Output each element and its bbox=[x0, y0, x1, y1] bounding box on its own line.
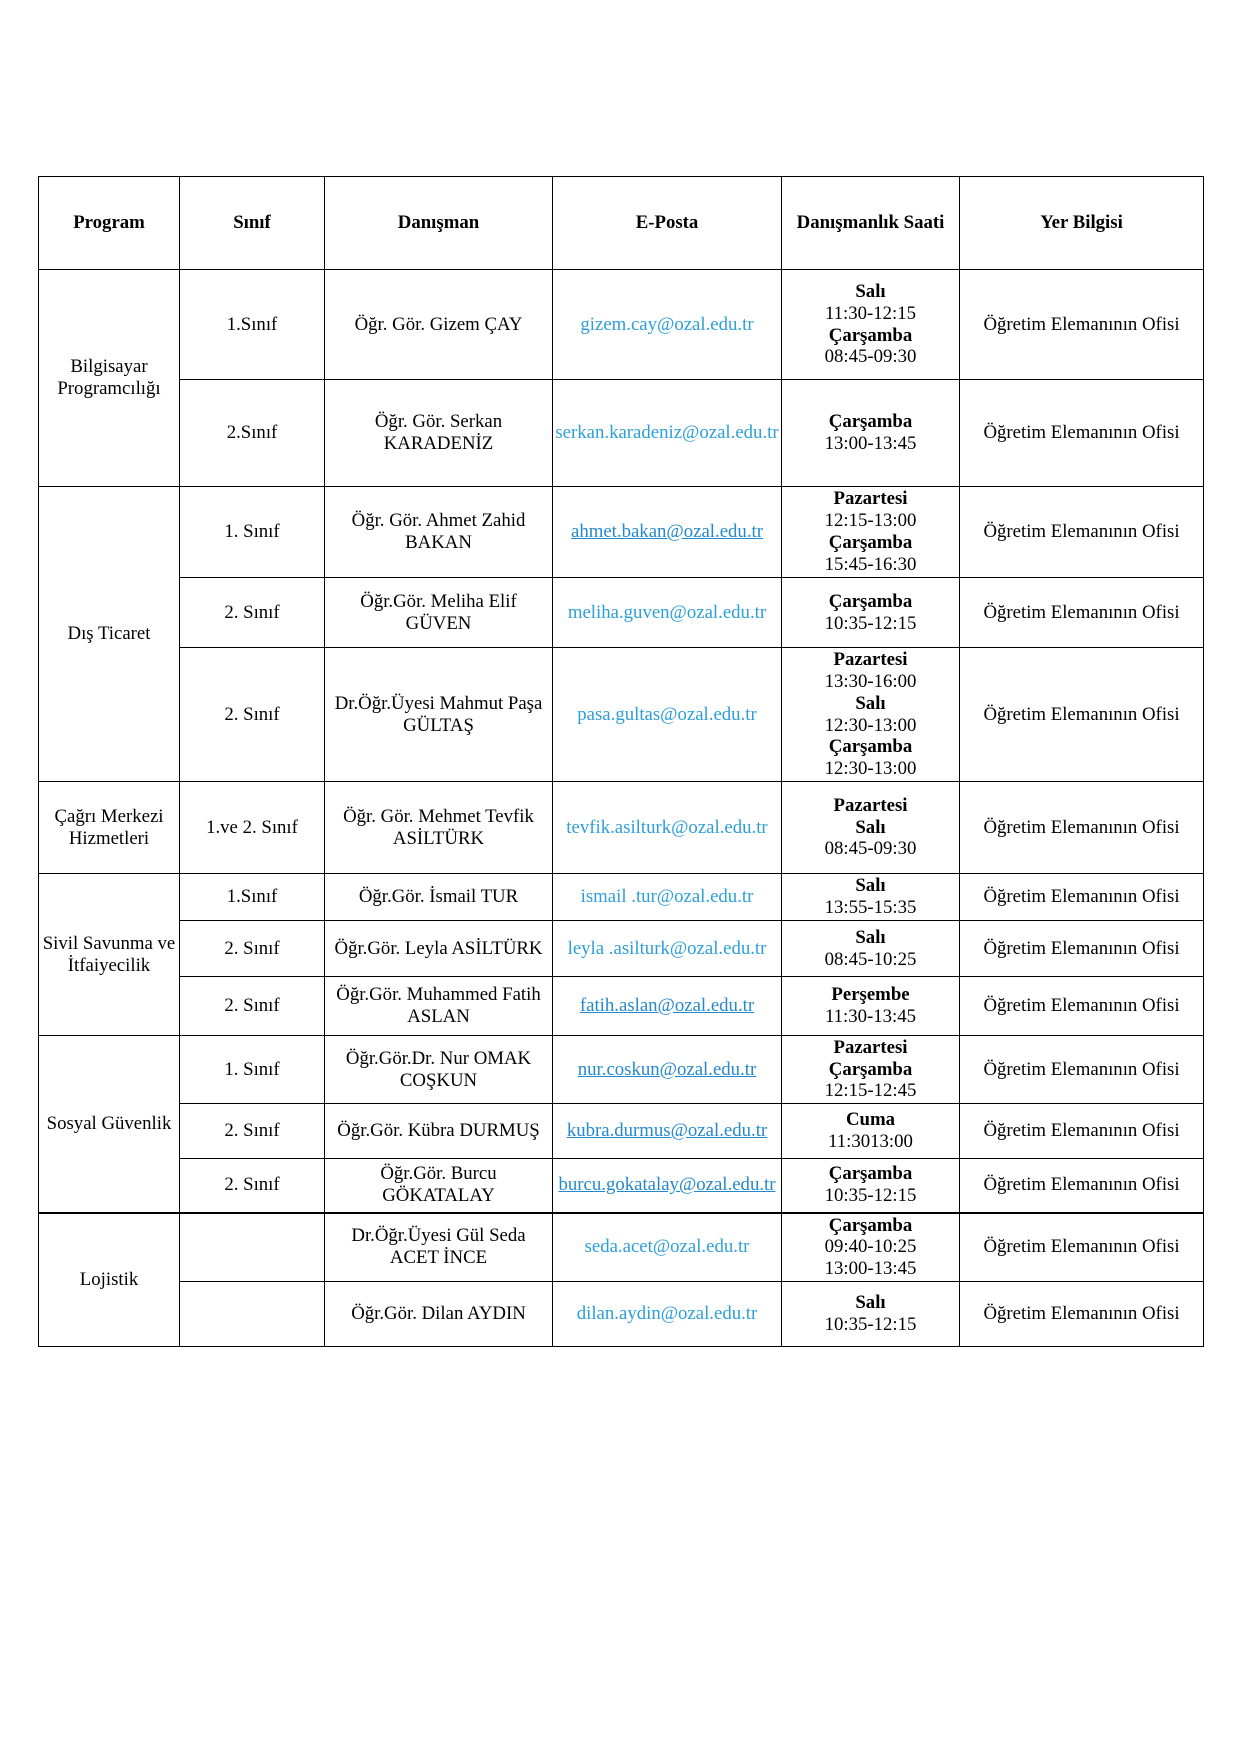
location-text: Öğretim Elemanının Ofisi bbox=[983, 601, 1180, 623]
email-cell bbox=[553, 380, 782, 487]
header-location: Yer Bilgisi bbox=[960, 177, 1204, 270]
email-cell bbox=[553, 1104, 782, 1159]
advisor-name-line: Öğr.Gör. Leyla ASİLTÜRK bbox=[334, 937, 543, 959]
table-row bbox=[39, 648, 1204, 782]
office-hours-day: Çarşamba bbox=[828, 411, 913, 433]
email-link[interactable]: fatih.aslan@ozal.edu.tr bbox=[579, 995, 755, 1017]
office-hours-cell bbox=[782, 1213, 960, 1282]
program-name-line: Programcılığı bbox=[57, 378, 161, 399]
class-label: 1. Sınıf bbox=[224, 521, 280, 543]
office-hours-day: Perşembe bbox=[831, 984, 910, 1006]
office-hours-time: 11:30-12:15 bbox=[824, 302, 917, 324]
office-hours-time: 13:55-15:35 bbox=[824, 897, 917, 918]
table-row bbox=[39, 1159, 1204, 1213]
email-link[interactable]: nur.coskun@ozal.edu.tr bbox=[577, 1058, 757, 1080]
class-cell bbox=[180, 874, 325, 921]
header-email: E-Posta bbox=[553, 177, 782, 270]
office-hours-time: 10:35-12:15 bbox=[824, 1185, 917, 1207]
location-cell bbox=[960, 1159, 1204, 1213]
advisor-name-line: Dr.Öğr.Üyesi Gül Seda bbox=[351, 1225, 526, 1247]
office-hours-day: Pazartesi bbox=[833, 649, 908, 671]
email-link[interactable]: gizem.cay@ozal.edu.tr bbox=[580, 313, 754, 335]
location-text: Öğretim Elemanının Ofisi bbox=[983, 937, 1180, 959]
email-cell bbox=[553, 977, 782, 1036]
office-hours-time: 12:15-13:00 bbox=[824, 510, 917, 532]
office-hours-cell bbox=[782, 380, 960, 487]
location-cell bbox=[960, 380, 1204, 487]
location-text: Öğretim Elemanının Ofisi bbox=[983, 1174, 1180, 1196]
program-name-line: İtfaiyecilik bbox=[67, 954, 151, 976]
advisor-name-line: Öğr. Gör. Ahmet Zahid bbox=[351, 510, 526, 532]
advisor-cell bbox=[325, 1104, 553, 1159]
advisor-name-line: Dr.Öğr.Üyesi Mahmut Paşa bbox=[334, 692, 543, 714]
table-row bbox=[39, 921, 1204, 977]
office-hours-cell bbox=[782, 1104, 960, 1159]
header-class: Sınıf bbox=[180, 177, 325, 270]
header-program: Program bbox=[39, 177, 180, 270]
class-cell bbox=[180, 380, 325, 487]
advisor-cell bbox=[325, 782, 553, 874]
office-hours-day: Çarşamba bbox=[828, 532, 913, 553]
office-hours-time: 12:30-13:00 bbox=[824, 758, 917, 780]
advisor-name-line: Öğr.Gör. Kübra DURMUŞ bbox=[337, 1120, 540, 1142]
program-name-line: Çağrı Merkezi bbox=[54, 805, 164, 827]
program-cell bbox=[39, 270, 180, 487]
program-cell bbox=[39, 874, 180, 1036]
class-cell bbox=[180, 1104, 325, 1159]
advisor-cell bbox=[325, 578, 553, 648]
advisor-name-line: GÖKATALAY bbox=[382, 1185, 495, 1207]
program-name-line: Dış Ticaret bbox=[67, 623, 151, 645]
office-hours-time: 12:30-13:00 bbox=[824, 714, 917, 736]
office-hours-day: Salı bbox=[855, 816, 886, 838]
email-cell bbox=[553, 1213, 782, 1282]
email-link[interactable]: ismail .tur@ozal.edu.tr bbox=[580, 886, 754, 908]
office-hours-time: 13:30-16:00 bbox=[824, 670, 917, 692]
advisor-name-line: Öğr.Gör. İsmail TUR bbox=[358, 886, 519, 908]
class-label: 1.Sınıf bbox=[226, 886, 278, 908]
office-hours-time: 15:45-16:30 bbox=[824, 553, 917, 575]
advisor-name-line: Öğr. Gör. Mehmet Tevfik bbox=[343, 805, 534, 827]
office-hours-day: Çarşamba bbox=[828, 324, 913, 346]
class-cell bbox=[180, 1213, 325, 1282]
program-name-line: Bilgisayar bbox=[70, 356, 148, 378]
location-cell bbox=[960, 270, 1204, 380]
office-hours-cell bbox=[782, 487, 960, 578]
location-cell bbox=[960, 874, 1204, 921]
office-hours-time: 08:45-10:25 bbox=[824, 948, 917, 970]
office-hours-cell bbox=[782, 874, 960, 921]
class-cell bbox=[180, 782, 325, 874]
office-hours-day: Salı bbox=[855, 1292, 886, 1314]
email-cell bbox=[553, 578, 782, 648]
office-hours-cell bbox=[782, 578, 960, 648]
header-office-hours: Danışmanlık Saati bbox=[782, 177, 960, 270]
location-cell bbox=[960, 1282, 1204, 1347]
program-cell bbox=[39, 487, 180, 782]
table-row bbox=[39, 1104, 1204, 1159]
advisor-name-line: COŞKUN bbox=[399, 1069, 478, 1091]
email-cell bbox=[553, 270, 782, 380]
office-hours-time: 13:00-13:45 bbox=[824, 433, 917, 454]
location-text: Öğretim Elemanının Ofisi bbox=[983, 1236, 1180, 1258]
email-link[interactable]: burcu.gokatalay@ozal.edu.tr bbox=[558, 1174, 776, 1196]
location-text: Öğretim Elemanının Ofisi bbox=[983, 521, 1180, 543]
advisor-name-line: ASİLTÜRK bbox=[392, 827, 485, 849]
office-hours-time: 08:45-09:30 bbox=[824, 838, 917, 860]
email-link[interactable]: pasa.gultas@ozal.edu.tr bbox=[577, 703, 757, 725]
office-hours-cell bbox=[782, 977, 960, 1036]
advisor-cell bbox=[325, 874, 553, 921]
location-cell bbox=[960, 782, 1204, 874]
advisor-cell bbox=[325, 270, 553, 380]
program-name-line: Hizmetleri bbox=[68, 827, 150, 849]
advisor-name-line: GÜLTAŞ bbox=[403, 714, 474, 736]
program-name-line: Lojistik bbox=[79, 1268, 139, 1290]
office-hours-day: Çarşamba bbox=[828, 1214, 913, 1236]
location-cell bbox=[960, 1213, 1204, 1282]
class-label: 1.ve 2. Sınıf bbox=[206, 816, 298, 838]
class-cell bbox=[180, 487, 325, 578]
email-link[interactable]: meliha.guven@ozal.edu.tr bbox=[567, 601, 767, 623]
advisor-name-line: KARADENİZ bbox=[383, 433, 494, 454]
location-text: Öğretim Elemanının Ofisi bbox=[983, 422, 1180, 444]
location-text: Öğretim Elemanının Ofisi bbox=[983, 1058, 1180, 1080]
class-label: 2. Sınıf bbox=[224, 995, 280, 1017]
table-row bbox=[39, 1213, 1204, 1282]
advisor-name-line: ASLAN bbox=[407, 1006, 470, 1027]
email-cell bbox=[553, 487, 782, 578]
email-link[interactable]: serkan.karadeniz@ozal.edu.tr bbox=[555, 422, 779, 444]
office-hours-time: 13:00-13:45 bbox=[824, 1258, 917, 1280]
class-cell bbox=[180, 1159, 325, 1213]
advisor-cell bbox=[325, 1036, 553, 1104]
advisor-name-line: BAKAN bbox=[405, 532, 472, 553]
office-hours-day: Salı bbox=[855, 692, 886, 714]
email-cell bbox=[553, 921, 782, 977]
office-hours-day: Çarşamba bbox=[828, 1163, 913, 1185]
class-label: 2. Sınıf bbox=[224, 703, 280, 725]
email-cell bbox=[553, 1159, 782, 1213]
office-hours-day: Çarşamba bbox=[828, 1058, 913, 1080]
table-row bbox=[39, 782, 1204, 874]
office-hours-time: 09:40-10:25 bbox=[824, 1236, 917, 1258]
location-cell bbox=[960, 977, 1204, 1036]
class-label: 2. Sınıf bbox=[224, 937, 280, 959]
location-text: Öğretim Elemanının Ofisi bbox=[983, 703, 1180, 725]
table-row bbox=[39, 874, 1204, 921]
office-hours-cell bbox=[782, 1282, 960, 1347]
location-text: Öğretim Elemanının Ofisi bbox=[983, 995, 1180, 1017]
advisor-cell bbox=[325, 487, 553, 578]
office-hours-cell bbox=[782, 782, 960, 874]
location-cell bbox=[960, 1036, 1204, 1104]
advisor-table bbox=[38, 176, 1204, 1347]
location-cell bbox=[960, 1104, 1204, 1159]
location-text: Öğretim Elemanının Ofisi bbox=[983, 816, 1180, 838]
office-hours-day: Çarşamba bbox=[828, 736, 913, 758]
class-label: 2. Sınıf bbox=[224, 1174, 280, 1196]
advisor-name-line: ACET İNCE bbox=[389, 1247, 488, 1269]
program-name-line: Sivil Savunma ve bbox=[42, 932, 176, 954]
office-hours-day: Pazartesi bbox=[833, 794, 908, 816]
class-cell bbox=[180, 578, 325, 648]
office-hours-time: 11:3013:00 bbox=[828, 1131, 913, 1152]
advisor-cell bbox=[325, 921, 553, 977]
office-hours-day: Salı bbox=[855, 280, 886, 302]
location-text: Öğretim Elemanının Ofisi bbox=[983, 1120, 1180, 1142]
email-link[interactable]: dilan.aydin@ozal.edu.tr bbox=[576, 1303, 758, 1325]
class-cell bbox=[180, 270, 325, 380]
location-text: Öğretim Elemanının Ofisi bbox=[983, 1303, 1180, 1325]
program-cell bbox=[39, 782, 180, 874]
advisor-name-line: Öğr. Gör. Gizem ÇAY bbox=[354, 313, 523, 335]
class-cell bbox=[180, 921, 325, 977]
email-cell bbox=[553, 1282, 782, 1347]
location-cell bbox=[960, 648, 1204, 782]
office-hours-time: 08:45-09:30 bbox=[824, 346, 917, 368]
advisor-cell bbox=[325, 977, 553, 1036]
email-cell bbox=[553, 648, 782, 782]
office-hours-day: Cuma bbox=[845, 1109, 896, 1131]
class-cell bbox=[180, 1282, 325, 1347]
advisor-cell bbox=[325, 648, 553, 782]
advisor-name-line: Öğr.Gör. Burcu bbox=[380, 1163, 497, 1185]
header-row bbox=[39, 177, 1204, 270]
email-link[interactable]: tevfik.asilturk@ozal.edu.tr bbox=[566, 816, 768, 838]
office-hours-cell bbox=[782, 1036, 960, 1104]
office-hours-cell bbox=[782, 1159, 960, 1213]
table-row bbox=[39, 1282, 1204, 1347]
office-hours-day: Pazartesi bbox=[833, 488, 908, 510]
location-text: Öğretim Elemanının Ofisi bbox=[983, 313, 1180, 335]
office-hours-day: Çarşamba bbox=[828, 590, 913, 612]
email-link[interactable]: seda.acet@ozal.edu.tr bbox=[584, 1236, 750, 1258]
class-cell bbox=[180, 977, 325, 1036]
table-row bbox=[39, 578, 1204, 648]
email-link[interactable]: ahmet.bakan@ozal.edu.tr bbox=[571, 521, 763, 543]
class-cell bbox=[180, 1036, 325, 1104]
class-label: 2.Sınıf bbox=[226, 422, 278, 444]
table-row bbox=[39, 1036, 1204, 1104]
email-cell bbox=[553, 782, 782, 874]
advisor-name-line: Öğr.Gör. Meliha Elif bbox=[360, 590, 517, 612]
location-text: Öğretim Elemanının Ofisi bbox=[983, 886, 1180, 908]
program-cell bbox=[39, 1036, 180, 1213]
email-cell bbox=[553, 1036, 782, 1104]
email-link[interactable]: kubra.durmus@ozal.edu.tr bbox=[566, 1120, 768, 1142]
program-name-line: Sosyal Güvenlik bbox=[46, 1112, 172, 1134]
table-row bbox=[39, 977, 1204, 1036]
advisor-cell bbox=[325, 1282, 553, 1347]
office-hours-cell bbox=[782, 648, 960, 782]
table-row bbox=[39, 270, 1204, 380]
office-hours-cell bbox=[782, 921, 960, 977]
advisor-name-line: Öğr.Gör. Muhammed Fatih bbox=[336, 984, 541, 1006]
office-hours-time: 12:15-12:45 bbox=[824, 1080, 917, 1102]
office-hours-day: Pazartesi bbox=[833, 1036, 908, 1058]
class-cell bbox=[180, 648, 325, 782]
program-cell bbox=[39, 1213, 180, 1347]
class-label: 1.Sınıf bbox=[226, 313, 278, 335]
email-cell bbox=[553, 874, 782, 921]
advisor-name-line: Öğr.Gör. Dilan AYDIN bbox=[351, 1303, 526, 1325]
office-hours-time: 10:35-12:15 bbox=[824, 1314, 917, 1335]
header-advisor: Danışman bbox=[325, 177, 553, 270]
location-cell bbox=[960, 578, 1204, 648]
office-hours-cell bbox=[782, 270, 960, 380]
advisor-cell bbox=[325, 1213, 553, 1282]
class-label: 2. Sınıf bbox=[224, 601, 280, 623]
class-label: 2. Sınıf bbox=[224, 1120, 280, 1142]
advisor-name-line: Öğr.Gör.Dr. Nur OMAK bbox=[345, 1047, 532, 1069]
email-link[interactable]: leyla .asilturk@ozal.edu.tr bbox=[567, 937, 767, 959]
table-row bbox=[39, 380, 1204, 487]
advisor-cell bbox=[325, 380, 553, 487]
advisor-cell bbox=[325, 1159, 553, 1213]
office-hours-day: Salı bbox=[855, 875, 886, 897]
location-cell bbox=[960, 921, 1204, 977]
advisor-name-line: GÜVEN bbox=[405, 612, 472, 634]
location-cell bbox=[960, 487, 1204, 578]
advisor-name-line: Öğr. Gör. Serkan bbox=[374, 411, 503, 433]
office-hours-time: 11:30-13:45 bbox=[824, 1006, 917, 1027]
office-hours-time: 10:35-12:15 bbox=[824, 612, 917, 634]
class-label: 1. Sınıf bbox=[224, 1058, 280, 1080]
table-row bbox=[39, 487, 1204, 578]
office-hours-day: Salı bbox=[855, 926, 886, 948]
